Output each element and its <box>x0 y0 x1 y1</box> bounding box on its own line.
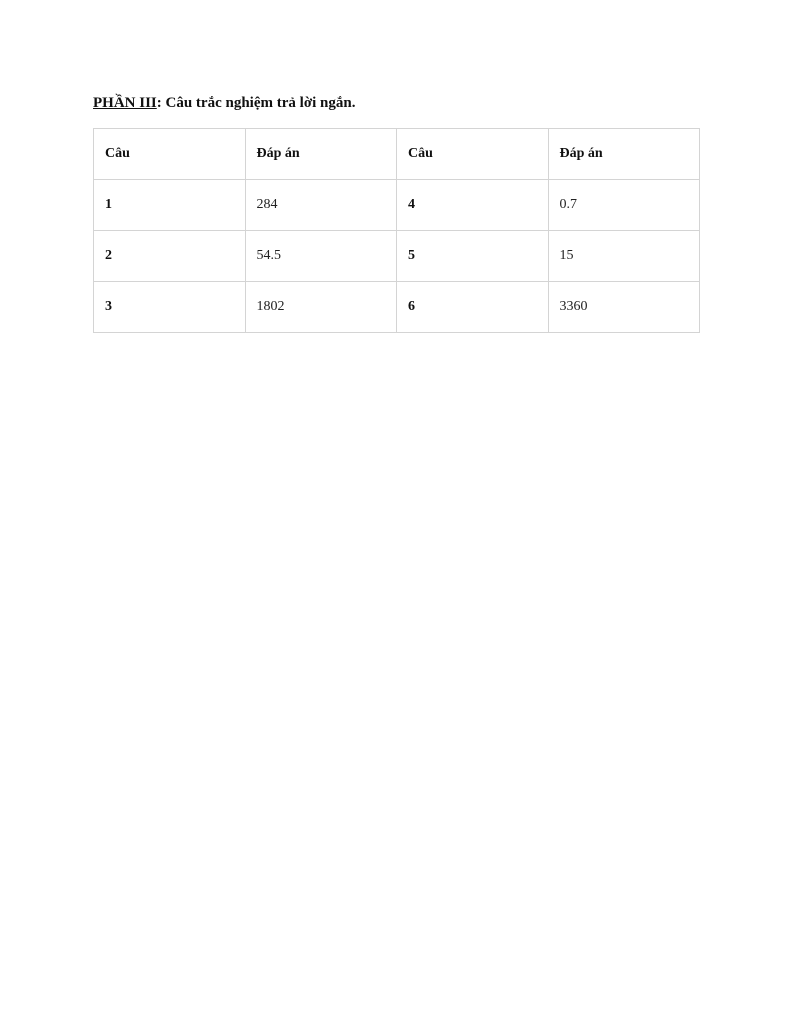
section-heading <box>93 93 355 113</box>
answer-value: 284 <box>245 180 397 231</box>
section-part-label: PHẦN III <box>93 95 157 111</box>
question-number: 1 <box>94 180 246 231</box>
header-question: Câu <box>94 129 246 180</box>
answer-table <box>93 128 700 333</box>
section-title: : Câu trắc nghiệm trả lời ngắn. <box>156 95 356 111</box>
answer-value: 3360 <box>548 282 700 333</box>
question-number: 2 <box>94 231 246 282</box>
answer-value: 15 <box>548 231 700 282</box>
question-number: 6 <box>397 282 549 333</box>
header-answer: Đáp án <box>548 129 700 180</box>
table-row <box>94 231 700 282</box>
question-number: 5 <box>397 231 549 282</box>
question-number: 4 <box>397 180 549 231</box>
question-number: 3 <box>94 282 246 333</box>
header-question: Câu <box>397 129 549 180</box>
answer-value: 0.7 <box>548 180 700 231</box>
table-row <box>94 282 700 333</box>
header-answer: Đáp án <box>245 129 397 180</box>
table-header-row <box>94 129 700 180</box>
answer-value: 54.5 <box>245 231 397 282</box>
table-row <box>94 180 700 231</box>
answer-value: 1802 <box>245 282 397 333</box>
